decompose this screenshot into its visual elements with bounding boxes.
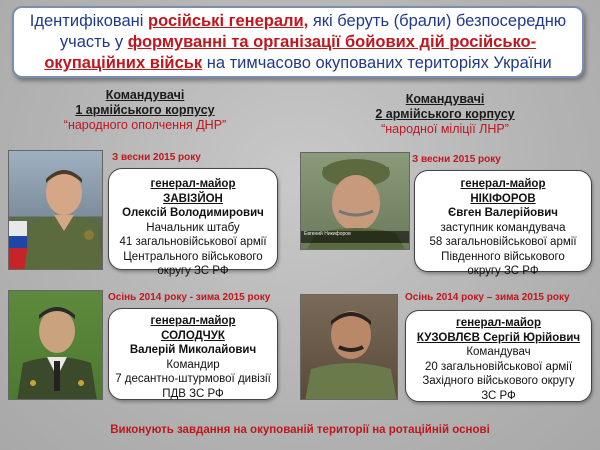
right-command-heading [340,92,550,137]
general-rank: генерал-майор [150,315,236,327]
general-photo [8,290,103,400]
left-command-heading [40,88,250,133]
general-role-line: ПДВ ЗС РФ [162,387,224,400]
general-role-line: 20 загальновійськової армії [424,360,573,373]
period-label: З весни 2015 року [112,152,201,163]
general-role-line: Західного військового округу [422,375,575,387]
period-label: Осінь 2014 року – зима 2015 року [405,292,570,303]
general-photo [300,294,398,400]
general-role-line: Центрального військового [123,250,263,263]
period-label: З весни 2015 року [412,154,501,165]
header-text-3: на тимчасово окупованих територіях України [202,54,552,72]
general-fullname: Валерій Миколайович [129,344,257,356]
general-fullname: Олексій Володимирович [122,207,264,219]
header-text-2: які беруть (брали) безпосередню участь у [59,12,567,51]
left-command-line2: 1 армійського корпусу [75,103,215,117]
portrait-icon [301,295,398,400]
general-role-line: Командувач [466,346,531,358]
general-role-line: Командир [166,358,220,371]
photo-caption: Евгений Никифоров [301,231,409,243]
general-photo [8,150,103,270]
general-role-line: Південного військового [441,250,565,263]
general-surname: СОЛОДЧУК [161,329,225,342]
general-role-line: округу ЗС РФ [467,265,539,277]
general-role-line: 7 десантно-штурмової дивізії [115,373,271,385]
right-command-line3: “народної міліції ЛНР” [381,122,509,136]
header-text-1: Ідентифіковані [29,12,149,30]
general-card [405,310,592,402]
general-surname: ЗАВІЗЙОН [163,192,223,205]
portrait-icon [9,151,103,270]
general-role-line: 41 загальновійськової армії [119,236,267,248]
general-role-line: 58 загальновійськової армії [429,236,577,248]
general-role-line: Начальник штабу [146,221,240,234]
right-command-line1: Командувачі [405,92,485,106]
period-label: Осінь 2014 року - зима 2015 року [108,292,271,303]
general-role-line: заступник командувача [440,221,566,234]
right-command-line2: 2 армійського корпусу [375,107,515,121]
general-fullname: Євген Валерійович [448,207,558,219]
portrait-icon [9,291,103,400]
general-role-line: ЗС РФ [481,389,516,402]
general-card [414,170,592,277]
general-rank: генерал-майор [150,178,236,190]
header-highlight-1: російські генерали, [148,12,309,30]
general-card [108,168,278,277]
general-rank: генерал-майор [460,178,546,190]
general-card [108,308,278,400]
left-command-line1: Командувачі [105,88,185,102]
left-command-line3: “народного ополчення ДНР” [63,118,227,132]
general-surname: КУЗОВЛЄВ Сергій Юрійович [416,331,581,344]
general-rank: генерал-майор [456,317,541,329]
general-role-line: округу ЗС РФ [157,265,229,277]
header-highlight-2: формуванні та організації бойових дій російсько-окупаційних військ [44,33,537,72]
general-surname: НІКІФОРОВ [470,192,536,205]
general-photo [300,152,410,250]
header-banner [12,6,584,78]
footer-note: Виконують завдання на окупованій території на ротаційній основі [110,424,490,436]
